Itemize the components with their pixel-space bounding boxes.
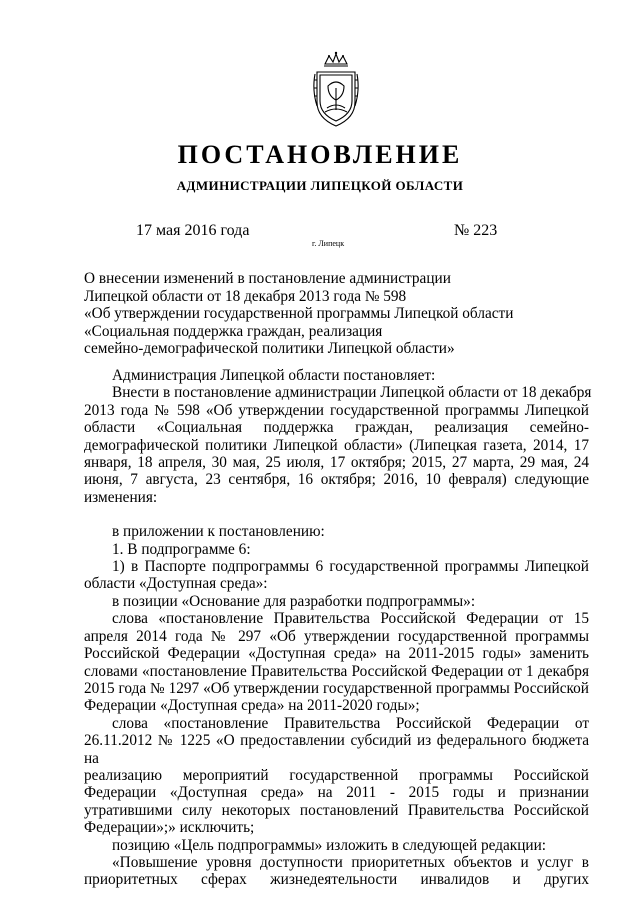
body-line: слова «постановление Правительства Российской Федерации от 15: [112, 610, 589, 628]
body-line: слова «постановление Правительства Российской Федерации от: [112, 714, 589, 732]
body-line: июня, 7 августа, 23 сентября, 16 октября; 2016, 10 февраля) следующие: [84, 471, 589, 489]
document-date: 17 мая 2016 года: [136, 222, 250, 239]
document-city: г. Липецк: [312, 239, 345, 248]
body-line: изменения:: [84, 488, 158, 506]
body-line: Федерации «Доступная среда» на 2011-2020 годы»;: [84, 697, 420, 715]
body-line: в позиции «Основание для разработки подпрограммы»:: [112, 592, 476, 610]
heading-line: «Об утверждении государственной программы Липецкой области: [84, 305, 514, 323]
heading-line: семейно-демографической политики Липецкой области»: [84, 340, 455, 358]
body-line: апреля 2014 года № 297 «Об утверждении государственной программы: [84, 627, 589, 645]
body-line: Администрация Липецкой области постановляет:: [112, 367, 436, 384]
document-body: [84, 367, 592, 889]
body-line: области «Доступная среда»:: [84, 575, 268, 593]
body-line: приоритетных сферах жизнедеятельности инвалидов и других: [84, 871, 589, 889]
document-heading: [84, 270, 564, 358]
body-line: области «Социальная поддержка граждан, реализация семейно-: [84, 419, 589, 437]
heading-line: «Социальная поддержка граждан, реализация: [84, 322, 383, 340]
document-issuer: АДМИНИСТРАЦИИ ЛИПЕЦКОЙ ОБЛАСТИ: [176, 178, 464, 193]
body-line: демографической политики Липецкой области» (Липецкая газета, 2014, 17: [84, 436, 589, 454]
body-line: 26.11.2012 № 1225 «О предоставлении субсидий из федерального бюджета на: [84, 732, 589, 767]
document-number: № 223: [454, 222, 498, 239]
document-title: ПОСТАНОВЛЕНИЕ: [177, 140, 463, 169]
body-line: Федерации «Доступная среда» на 2011 - 2015 годы и признании: [84, 784, 589, 802]
body-line: словами «постановление Правительства Российской Федерации от 1 декабря: [84, 662, 589, 680]
coat-of-arms-icon: [311, 50, 361, 130]
body-line: реализацию мероприятий государственной программы Российской: [84, 766, 589, 784]
heading-line: О внесении изменений в постановление администрации: [84, 270, 451, 287]
body-line: января, 18 апреля, 30 мая, 25 июля, 17 октября; 2015, 27 марта, 29 мая, 24: [84, 454, 589, 472]
body-line: 2015 года № 1297 «Об утверждении государственной программы Российской: [84, 679, 589, 697]
body-line: Российской Федерации «Доступная среда» на 2011-2015 годы» заменить: [84, 645, 589, 663]
body-line: 1) в Паспорте подпрограммы 6 государственной программы Липецкой: [112, 558, 589, 576]
body-line: в приложении к постановлению:: [112, 523, 325, 541]
body-line: «Повышение уровня доступности приоритетных объектов и услуг в: [112, 853, 589, 871]
heading-line: Липецкой области от 18 декабря 2013 года № 598: [84, 287, 407, 305]
body-line: позицию «Цель подпрограммы» изложить в следующей редакции:: [112, 836, 547, 854]
body-line: 2013 года № 598 «Об утверждении государственной программы Липецкой: [84, 401, 589, 419]
body-line: Федерации»;» исключить;: [84, 819, 255, 837]
body-line: 1. В подпрограмме 6:: [112, 540, 251, 558]
body-line: утратившими силу некоторых постановлений Правительства Российской: [84, 801, 589, 819]
body-line: Внести в постановление администрации Липецкой области от 18 декабря: [112, 384, 592, 402]
